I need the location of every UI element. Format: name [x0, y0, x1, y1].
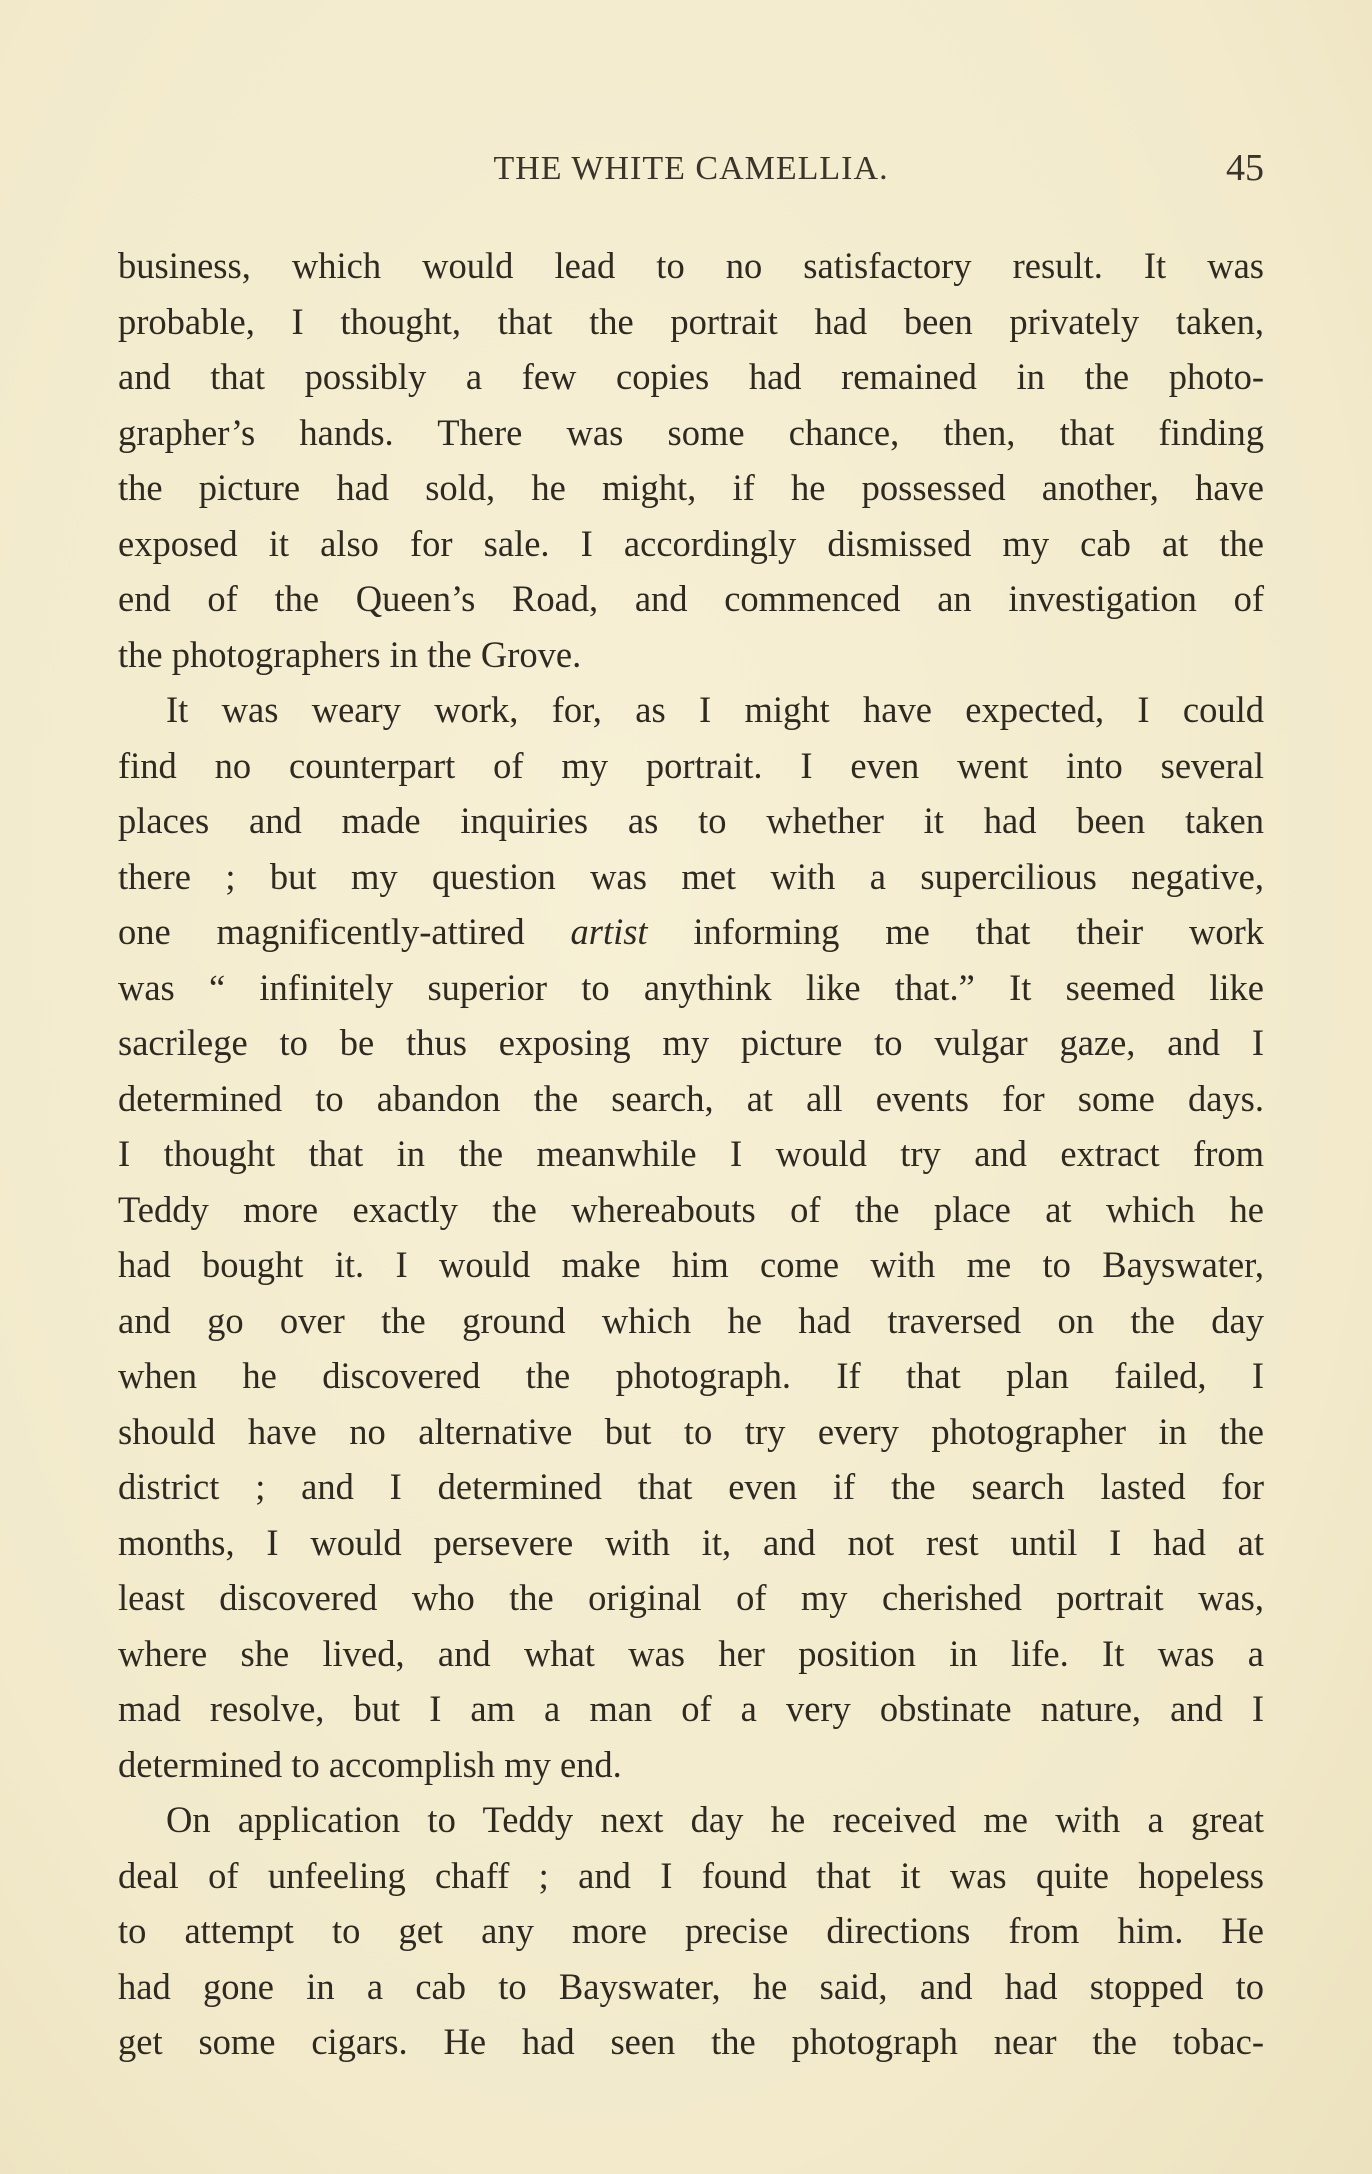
- text-line: On application to Teddy next day he received me with a great: [166, 1799, 1264, 1840]
- text-line: grapher’s hands. There was some chance, then, that finding: [118, 411, 1264, 453]
- page-number: 45: [1226, 147, 1264, 189]
- text-run: informing me that their work: [647, 911, 1264, 952]
- body-text: [118, 238, 1264, 2070]
- text-line: find no counterpart of my portrait. I even went into several: [118, 744, 1264, 786]
- text-line: and that possibly a few copies had remained in the photo-: [118, 356, 1264, 397]
- text-line: when he discovered the photograph. If that plan failed, I: [118, 1355, 1264, 1396]
- text-line: end of the Queen’s Road, and commenced an investigation of: [118, 578, 1264, 619]
- running-head: [118, 147, 1264, 200]
- text-line: the picture had sold, he might, if he possessed another, have: [118, 467, 1264, 508]
- text-line: months, I would persevere with it, and not rest until I had at: [118, 1521, 1264, 1563]
- text-line: business, which would lead to no satisfactory result. It was: [118, 245, 1264, 286]
- text-line: the photographers in the Grove.: [118, 633, 582, 675]
- text-line: district ; and I determined that even if the search lasted for: [118, 1466, 1264, 1507]
- text-line: determined to accomplish my end.: [118, 1743, 622, 1785]
- text-line: exposed it also for sale. I accordingly dismissed my cab at the: [118, 522, 1264, 564]
- text-line: deal of unfeeling chaff ; and I found that it was quite hopeless: [118, 1854, 1264, 1896]
- text-line: sacrilege to be thus exposing my picture to vulgar gaze, and I: [118, 1022, 1264, 1063]
- text-line: there ; but my question was met with a supercilious negative,: [118, 855, 1264, 897]
- text-line: It was weary work, for, as I might have expected, I could: [166, 689, 1264, 730]
- text-run: one magnificently-attired: [118, 911, 571, 952]
- text-line: Teddy more exactly the whereabouts of the place at which he: [118, 1188, 1264, 1230]
- text-line: determined to abandon the search, at all events for some days.: [118, 1077, 1264, 1119]
- text-line: had bought it. I would make him come with me to Bayswater,: [118, 1244, 1264, 1285]
- text-line: [118, 904, 1264, 960]
- text-line: get some cigars. He had seen the photograph near the tobac-: [118, 2021, 1264, 2062]
- text-line: was “ infinitely superior to anythink like that.” It seemed like: [118, 966, 1264, 1008]
- text-line: probable, I thought, that the portrait had been privately taken,: [118, 300, 1264, 342]
- text-line: places and made inquiries as to whether it had been taken: [118, 800, 1264, 841]
- italic-word: artist: [570, 911, 648, 952]
- text-line: and go over the ground which he had traversed on the day: [118, 1299, 1264, 1341]
- text-line: mad resolve, but I am a man of a very obstinate nature, and I: [118, 1688, 1264, 1729]
- text-line: I thought that in the meanwhile I would try and extract from: [118, 1133, 1264, 1174]
- text-line: to attempt to get any more precise directions from him. He: [118, 1910, 1264, 1951]
- text-line: had gone in a cab to Bayswater, he said, and had stopped to: [118, 1965, 1264, 2007]
- text-line: should have no alternative but to try every photographer in the: [118, 1410, 1264, 1452]
- running-title: THE WHITE CAMELLIA.: [493, 150, 889, 187]
- text-line: where she lived, and what was her position in life. It was a: [118, 1632, 1264, 1674]
- text-line: least discovered who the original of my cherished portrait was,: [118, 1577, 1264, 1618]
